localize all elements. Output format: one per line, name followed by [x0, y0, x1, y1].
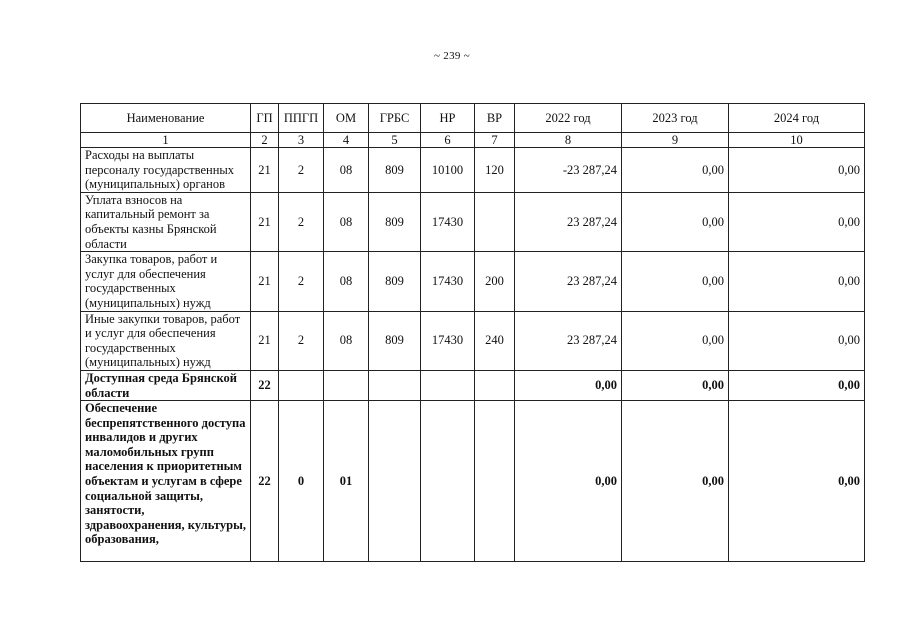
row-name-text: Обеспечение беспрепятственного доступа инвалидов и других маломобильных групп населения к приоритетным объектам и услугам в сфере социальной защиты, занятости, здравоохранения, культуры, образования, — [85, 401, 246, 547]
row-2023: 0,00 — [622, 370, 729, 400]
column-number: 5 — [369, 133, 421, 148]
column-number: 2 — [251, 133, 279, 148]
row-om — [324, 370, 369, 400]
row-2024: 0,00 — [729, 311, 865, 370]
row-om: 08 — [324, 311, 369, 370]
row-ppgp: 2 — [279, 252, 324, 311]
table-row — [81, 311, 865, 370]
row-om: 01 — [324, 401, 369, 562]
row-nr — [421, 370, 475, 400]
row-name: Доступная среда Брянской области — [81, 370, 251, 400]
column-number: 7 — [475, 133, 515, 148]
row-2022: 0,00 — [515, 401, 622, 562]
row-grbs: 809 — [369, 311, 421, 370]
column-number: 6 — [421, 133, 475, 148]
row-ppgp: 2 — [279, 311, 324, 370]
header-om: ОМ — [324, 104, 369, 133]
row-gp: 21 — [251, 148, 279, 193]
row-vr — [475, 401, 515, 562]
row-name: Иные закупки товаров, работ и услуг для обеспечения государственных (муниципальных) нужд — [81, 311, 251, 370]
table-row — [81, 148, 865, 193]
header-2024: 2024 год — [729, 104, 865, 133]
row-grbs: 809 — [369, 192, 421, 251]
row-grbs: 809 — [369, 252, 421, 311]
row-2023: 0,00 — [622, 148, 729, 193]
table-row — [81, 252, 865, 311]
row-gp: 21 — [251, 311, 279, 370]
header-nr: НР — [421, 104, 475, 133]
page-number: ~ 239 ~ — [433, 50, 470, 62]
row-vr — [475, 370, 515, 400]
header-ppgp: ППГП — [279, 104, 324, 133]
row-2022: -23 287,24 — [515, 148, 622, 193]
row-2024: 0,00 — [729, 148, 865, 193]
header-2023: 2023 год — [622, 104, 729, 133]
table-row — [81, 401, 865, 562]
budget-table — [80, 103, 865, 562]
row-nr — [421, 401, 475, 562]
column-number: 1 — [81, 133, 251, 148]
row-vr: 120 — [475, 148, 515, 193]
row-2022: 23 287,24 — [515, 252, 622, 311]
header-name: Наименование — [81, 104, 251, 133]
row-vr: 200 — [475, 252, 515, 311]
row-name — [81, 401, 251, 562]
header-grbs: ГРБС — [369, 104, 421, 133]
header-row — [81, 104, 865, 133]
column-number: 8 — [515, 133, 622, 148]
row-nr: 17430 — [421, 311, 475, 370]
row-2022: 23 287,24 — [515, 311, 622, 370]
row-name: Расходы на выплаты персоналу государственных (муниципальных) органов — [81, 148, 251, 193]
row-gp: 21 — [251, 192, 279, 251]
row-2022: 23 287,24 — [515, 192, 622, 251]
row-vr — [475, 192, 515, 251]
row-2024: 0,00 — [729, 252, 865, 311]
row-grbs: 809 — [369, 148, 421, 193]
row-om: 08 — [324, 148, 369, 193]
row-2024: 0,00 — [729, 370, 865, 400]
row-ppgp: 2 — [279, 192, 324, 251]
row-om: 08 — [324, 192, 369, 251]
table-row — [81, 370, 865, 400]
column-number: 4 — [324, 133, 369, 148]
row-2023: 0,00 — [622, 401, 729, 562]
row-ppgp: 2 — [279, 148, 324, 193]
column-number-row — [81, 133, 865, 148]
row-2023: 0,00 — [622, 252, 729, 311]
row-name: Закупка товаров, работ и услуг для обеспечения государственных (муниципальных) нужд — [81, 252, 251, 311]
row-nr: 17430 — [421, 192, 475, 251]
header-gp: ГП — [251, 104, 279, 133]
row-2023: 0,00 — [622, 311, 729, 370]
row-2022: 0,00 — [515, 370, 622, 400]
row-nr: 17430 — [421, 252, 475, 311]
row-2024: 0,00 — [729, 401, 865, 562]
row-nr: 10100 — [421, 148, 475, 193]
row-grbs — [369, 401, 421, 562]
column-number: 3 — [279, 133, 324, 148]
row-name: Уплата взносов на капитальный ремонт за объекты казны Брянской области — [81, 192, 251, 251]
column-number: 9 — [622, 133, 729, 148]
column-number: 10 — [729, 133, 865, 148]
row-ppgp — [279, 370, 324, 400]
row-grbs — [369, 370, 421, 400]
row-gp: 22 — [251, 401, 279, 562]
row-vr: 240 — [475, 311, 515, 370]
row-gp: 21 — [251, 252, 279, 311]
header-2022: 2022 год — [515, 104, 622, 133]
row-om: 08 — [324, 252, 369, 311]
row-2024: 0,00 — [729, 192, 865, 251]
header-vr: ВР — [475, 104, 515, 133]
row-gp: 22 — [251, 370, 279, 400]
table-row — [81, 192, 865, 251]
row-2023: 0,00 — [622, 192, 729, 251]
row-ppgp: 0 — [279, 401, 324, 562]
